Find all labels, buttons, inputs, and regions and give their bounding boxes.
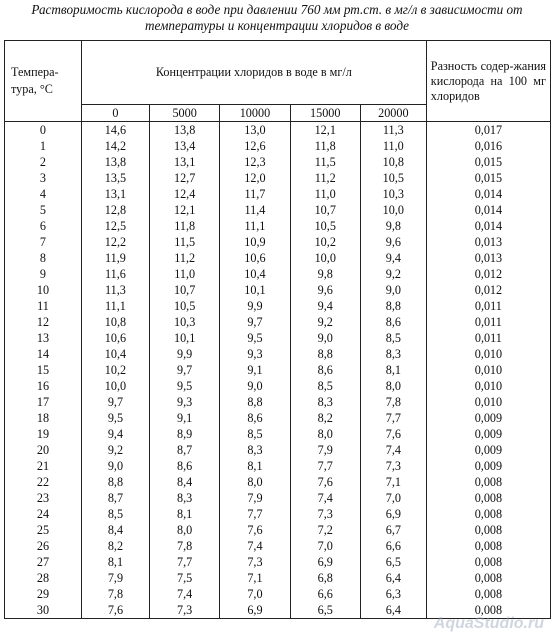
table-cell: 9,2 <box>360 266 426 282</box>
table-cell: 6,3 <box>360 586 426 602</box>
table-cell: 8,0 <box>150 522 220 538</box>
header-temperature: Темпера-тура, °С <box>5 41 82 122</box>
table-row <box>5 490 551 506</box>
table-cell: 6,7 <box>360 522 426 538</box>
table-cell: 13 <box>5 330 82 346</box>
table-cell: 10,5 <box>150 298 220 314</box>
table-cell: 7,3 <box>360 458 426 474</box>
table-cell: 11,4 <box>220 202 290 218</box>
table-cell: 10,1 <box>220 282 290 298</box>
table-cell: 8,3 <box>290 394 360 410</box>
table-cell: 24 <box>5 506 82 522</box>
table-cell: 8,2 <box>290 410 360 426</box>
table-cell: 8,3 <box>150 490 220 506</box>
page-title: Растворимость кислорода в воде при давлении 760 мм рт.ст. в мг/л в зависимости от температуры и концентрации хлоридов в воде <box>31 2 523 33</box>
table-cell: 30 <box>5 602 82 619</box>
header-row <box>5 41 551 105</box>
table-cell: 8,8 <box>360 298 426 314</box>
table-cell: 0,009 <box>426 426 550 442</box>
table-cell: 7,2 <box>290 522 360 538</box>
table-cell: 9,8 <box>290 266 360 282</box>
table-cell: 10,8 <box>360 154 426 170</box>
table-cell: 6,5 <box>360 554 426 570</box>
table-cell: 7,6 <box>360 426 426 442</box>
table-cell: 0,009 <box>426 410 550 426</box>
table-body <box>5 122 551 619</box>
table-cell: 11,2 <box>290 170 360 186</box>
table-cell: 9,9 <box>220 298 290 314</box>
table-cell: 0,015 <box>426 170 550 186</box>
table-cell: 0,014 <box>426 202 550 218</box>
table-cell: 12 <box>5 314 82 330</box>
table-cell: 7,8 <box>150 538 220 554</box>
table-cell: 6,6 <box>290 586 360 602</box>
table-cell: 9,4 <box>81 426 149 442</box>
header-conc-col: 20000 <box>360 105 426 122</box>
table-cell: 7,6 <box>81 602 149 619</box>
table-cell: 8,9 <box>150 426 220 442</box>
table-row <box>5 122 551 139</box>
table-cell: 8,3 <box>220 442 290 458</box>
table-row <box>5 474 551 490</box>
table-cell: 9,1 <box>150 410 220 426</box>
table-cell: 7,4 <box>150 586 220 602</box>
table-cell: 13,0 <box>220 122 290 139</box>
table-cell: 26 <box>5 538 82 554</box>
table-cell: 10,4 <box>81 346 149 362</box>
table-cell: 6 <box>5 218 82 234</box>
table-row <box>5 394 551 410</box>
table-cell: 7,7 <box>360 410 426 426</box>
table-cell: 7,3 <box>150 602 220 619</box>
table-cell: 9,0 <box>360 282 426 298</box>
table-cell: 9,6 <box>290 282 360 298</box>
table-cell: 8,5 <box>220 426 290 442</box>
table-cell: 3 <box>5 170 82 186</box>
table-cell: 9,5 <box>150 378 220 394</box>
table-row <box>5 426 551 442</box>
table-cell: 9,3 <box>220 346 290 362</box>
table-cell: 0,013 <box>426 234 550 250</box>
table-cell: 6,4 <box>360 602 426 619</box>
table-row <box>5 170 551 186</box>
table-cell: 9,2 <box>290 314 360 330</box>
table-cell: 7,1 <box>360 474 426 490</box>
table-cell: 2 <box>5 154 82 170</box>
table-cell: 9,0 <box>290 330 360 346</box>
table-cell: 17 <box>5 394 82 410</box>
table-cell: 8,8 <box>81 474 149 490</box>
table-cell: 9,5 <box>220 330 290 346</box>
table-cell: 13,1 <box>81 186 149 202</box>
table-cell: 12,3 <box>220 154 290 170</box>
table-cell: 0 <box>5 122 82 139</box>
table-cell: 10,5 <box>290 218 360 234</box>
header-concentration: Концентрации хлоридов в воде в мг/л <box>81 41 426 105</box>
table-row <box>5 250 551 266</box>
table-cell: 8,5 <box>81 506 149 522</box>
table-cell: 0,008 <box>426 490 550 506</box>
table-cell: 9,7 <box>150 362 220 378</box>
table-cell: 0,010 <box>426 362 550 378</box>
table-cell: 0,010 <box>426 394 550 410</box>
table-cell: 8,5 <box>290 378 360 394</box>
table-cell: 9,7 <box>220 314 290 330</box>
table-cell: 8,2 <box>81 538 149 554</box>
table-row <box>5 202 551 218</box>
table-cell: 14 <box>5 346 82 362</box>
table-cell: 7,9 <box>290 442 360 458</box>
table-cell: 0,012 <box>426 266 550 282</box>
table-cell: 0,008 <box>426 538 550 554</box>
table-cell: 9,3 <box>150 394 220 410</box>
table-cell: 7,9 <box>220 490 290 506</box>
table-cell: 11,3 <box>360 122 426 139</box>
table-cell: 13,8 <box>81 154 149 170</box>
header-conc-col: 0 <box>81 105 149 122</box>
table-cell: 12,2 <box>81 234 149 250</box>
header-conc-col: 15000 <box>290 105 360 122</box>
table-cell: 12,5 <box>81 218 149 234</box>
table-cell: 10,8 <box>81 314 149 330</box>
table-cell: 11,6 <box>81 266 149 282</box>
table-row <box>5 378 551 394</box>
table-cell: 13,8 <box>150 122 220 139</box>
table-cell: 0,008 <box>426 506 550 522</box>
table-cell: 10,2 <box>81 362 149 378</box>
table-cell: 9,2 <box>81 442 149 458</box>
table-cell: 6,8 <box>290 570 360 586</box>
table-cell: 16 <box>5 378 82 394</box>
table-cell: 7 <box>5 234 82 250</box>
table-cell: 21 <box>5 458 82 474</box>
table-cell: 0,016 <box>426 138 550 154</box>
table-cell: 0,017 <box>426 122 550 139</box>
table-cell: 7,8 <box>81 586 149 602</box>
table-row <box>5 570 551 586</box>
table-cell: 0,011 <box>426 330 550 346</box>
table-cell: 10,4 <box>220 266 290 282</box>
table-cell: 8 <box>5 250 82 266</box>
table-cell: 11,0 <box>290 186 360 202</box>
table-cell: 8,6 <box>290 362 360 378</box>
table-row <box>5 314 551 330</box>
watermark: AquaStudio.ru <box>433 615 544 632</box>
table-row <box>5 410 551 426</box>
table-cell: 6,6 <box>360 538 426 554</box>
table-cell: 9,5 <box>81 410 149 426</box>
header-difference: Разность содер-жания кислорода на 100 мг хлоридов <box>426 41 550 122</box>
table-cell: 15 <box>5 362 82 378</box>
table-cell: 12,1 <box>290 122 360 139</box>
table-cell: 11,5 <box>290 154 360 170</box>
table-cell: 11 <box>5 298 82 314</box>
table-cell: 0,014 <box>426 218 550 234</box>
table-row <box>5 218 551 234</box>
table-cell: 7,9 <box>81 570 149 586</box>
table-cell: 8,1 <box>360 362 426 378</box>
table-cell: 8,5 <box>360 330 426 346</box>
table-row <box>5 362 551 378</box>
table-cell: 7,3 <box>290 506 360 522</box>
table-cell: 7,5 <box>150 570 220 586</box>
table-cell: 7,3 <box>220 554 290 570</box>
table-cell: 11,5 <box>150 234 220 250</box>
table-cell: 7,0 <box>290 538 360 554</box>
table-cell: 9,9 <box>150 346 220 362</box>
table-cell: 8,1 <box>81 554 149 570</box>
table-cell: 8,1 <box>220 458 290 474</box>
table-cell: 7,4 <box>220 538 290 554</box>
table-cell: 6,5 <box>290 602 360 619</box>
table-cell: 7,0 <box>220 586 290 602</box>
table-cell: 10,9 <box>220 234 290 250</box>
table-cell: 9,8 <box>360 218 426 234</box>
table-cell: 8,7 <box>150 442 220 458</box>
table-cell: 10,0 <box>81 378 149 394</box>
table-cell: 7,7 <box>150 554 220 570</box>
table-cell: 0,008 <box>426 522 550 538</box>
table-row <box>5 298 551 314</box>
table-row <box>5 538 551 554</box>
table-cell: 10 <box>5 282 82 298</box>
table-cell: 10,5 <box>360 170 426 186</box>
table-row <box>5 154 551 170</box>
header-conc-col: 5000 <box>150 105 220 122</box>
table-cell: 7,0 <box>360 490 426 506</box>
table-cell: 10,1 <box>150 330 220 346</box>
table-cell: 0,013 <box>426 250 550 266</box>
table-cell: 9,4 <box>290 298 360 314</box>
table-cell: 10,3 <box>150 314 220 330</box>
table-cell: 8,0 <box>360 378 426 394</box>
table-cell: 9,4 <box>360 250 426 266</box>
table-cell: 12,4 <box>150 186 220 202</box>
table-cell: 7,7 <box>220 506 290 522</box>
table-cell: 0,009 <box>426 458 550 474</box>
table-cell: 13,5 <box>81 170 149 186</box>
table-cell: 0,012 <box>426 282 550 298</box>
table-cell: 10,2 <box>290 234 360 250</box>
table-cell: 11,1 <box>81 298 149 314</box>
table-cell: 10,6 <box>220 250 290 266</box>
table-cell: 11,0 <box>360 138 426 154</box>
header-conc-col: 10000 <box>220 105 290 122</box>
table-cell: 0,010 <box>426 378 550 394</box>
table-cell: 8,1 <box>150 506 220 522</box>
table-cell: 22 <box>5 474 82 490</box>
table-cell: 12,6 <box>220 138 290 154</box>
table-cell: 8,6 <box>220 410 290 426</box>
table-cell: 9,0 <box>81 458 149 474</box>
table-cell: 12,7 <box>150 170 220 186</box>
table-cell: 11,1 <box>220 218 290 234</box>
table-row <box>5 266 551 282</box>
table-cell: 7,4 <box>290 490 360 506</box>
table-cell: 0,011 <box>426 314 550 330</box>
table-cell: 11,8 <box>290 138 360 154</box>
table-cell: 7,8 <box>360 394 426 410</box>
table-cell: 8,7 <box>81 490 149 506</box>
table-cell: 10,7 <box>290 202 360 218</box>
table-cell: 8,4 <box>150 474 220 490</box>
table-cell: 12,0 <box>220 170 290 186</box>
table-cell: 18 <box>5 410 82 426</box>
table-cell: 11,0 <box>150 266 220 282</box>
table-cell: 7,1 <box>220 570 290 586</box>
table-cell: 14,6 <box>81 122 149 139</box>
table-cell: 27 <box>5 554 82 570</box>
table-cell: 11,3 <box>81 282 149 298</box>
table-cell: 10,0 <box>360 202 426 218</box>
table-cell: 12,8 <box>81 202 149 218</box>
table-cell: 14,2 <box>81 138 149 154</box>
table-cell: 11,9 <box>81 250 149 266</box>
table-cell: 9,1 <box>220 362 290 378</box>
table-cell: 7,4 <box>360 442 426 458</box>
table-row <box>5 346 551 362</box>
table-cell: 20 <box>5 442 82 458</box>
table-row <box>5 186 551 202</box>
table-cell: 11,2 <box>150 250 220 266</box>
table-row <box>5 138 551 154</box>
table-row <box>5 506 551 522</box>
table-cell: 28 <box>5 570 82 586</box>
table-cell: 8,3 <box>360 346 426 362</box>
table-cell: 6,9 <box>290 554 360 570</box>
table-cell: 0,008 <box>426 586 550 602</box>
table-cell: 0,008 <box>426 570 550 586</box>
table-cell: 10,7 <box>150 282 220 298</box>
table-cell: 19 <box>5 426 82 442</box>
table-cell: 7,7 <box>290 458 360 474</box>
table-cell: 9 <box>5 266 82 282</box>
table-cell: 0,011 <box>426 298 550 314</box>
table-cell: 8,8 <box>290 346 360 362</box>
table-cell: 7,6 <box>290 474 360 490</box>
table-cell: 0,009 <box>426 442 550 458</box>
table-cell: 11,7 <box>220 186 290 202</box>
table-row <box>5 234 551 250</box>
table-cell: 6,4 <box>360 570 426 586</box>
table-cell: 7,6 <box>220 522 290 538</box>
table-cell: 12,1 <box>150 202 220 218</box>
table-cell: 0,008 <box>426 602 550 619</box>
table-row <box>5 330 551 346</box>
table-cell: 8,4 <box>81 522 149 538</box>
table-cell: 25 <box>5 522 82 538</box>
table-cell: 0,014 <box>426 186 550 202</box>
table-cell: 10,0 <box>290 250 360 266</box>
table-cell: 29 <box>5 586 82 602</box>
table-cell: 0,015 <box>426 154 550 170</box>
table-row <box>5 282 551 298</box>
table-cell: 8,8 <box>220 394 290 410</box>
table-cell: 0,008 <box>426 474 550 490</box>
table-cell: 10,6 <box>81 330 149 346</box>
table-cell: 0,010 <box>426 346 550 362</box>
table-cell: 0,008 <box>426 554 550 570</box>
table-cell: 23 <box>5 490 82 506</box>
table-cell: 8,0 <box>290 426 360 442</box>
table-cell: 1 <box>5 138 82 154</box>
table-cell: 8,6 <box>150 458 220 474</box>
table-row <box>5 458 551 474</box>
table-cell: 5 <box>5 202 82 218</box>
table-cell: 8,6 <box>360 314 426 330</box>
table-cell: 9,7 <box>81 394 149 410</box>
table-row <box>5 586 551 602</box>
oxygen-solubility-table <box>4 40 551 619</box>
table-row <box>5 522 551 538</box>
table-cell: 13,1 <box>150 154 220 170</box>
table-cell: 4 <box>5 186 82 202</box>
table-row <box>5 442 551 458</box>
table-cell: 8,0 <box>220 474 290 490</box>
table-cell: 10,3 <box>360 186 426 202</box>
table-cell: 11,8 <box>150 218 220 234</box>
table-cell: 13,4 <box>150 138 220 154</box>
table-cell: 9,0 <box>220 378 290 394</box>
table-cell: 6,9 <box>360 506 426 522</box>
table-cell: 9,6 <box>360 234 426 250</box>
table-cell: 6,9 <box>220 602 290 619</box>
table-row <box>5 554 551 570</box>
